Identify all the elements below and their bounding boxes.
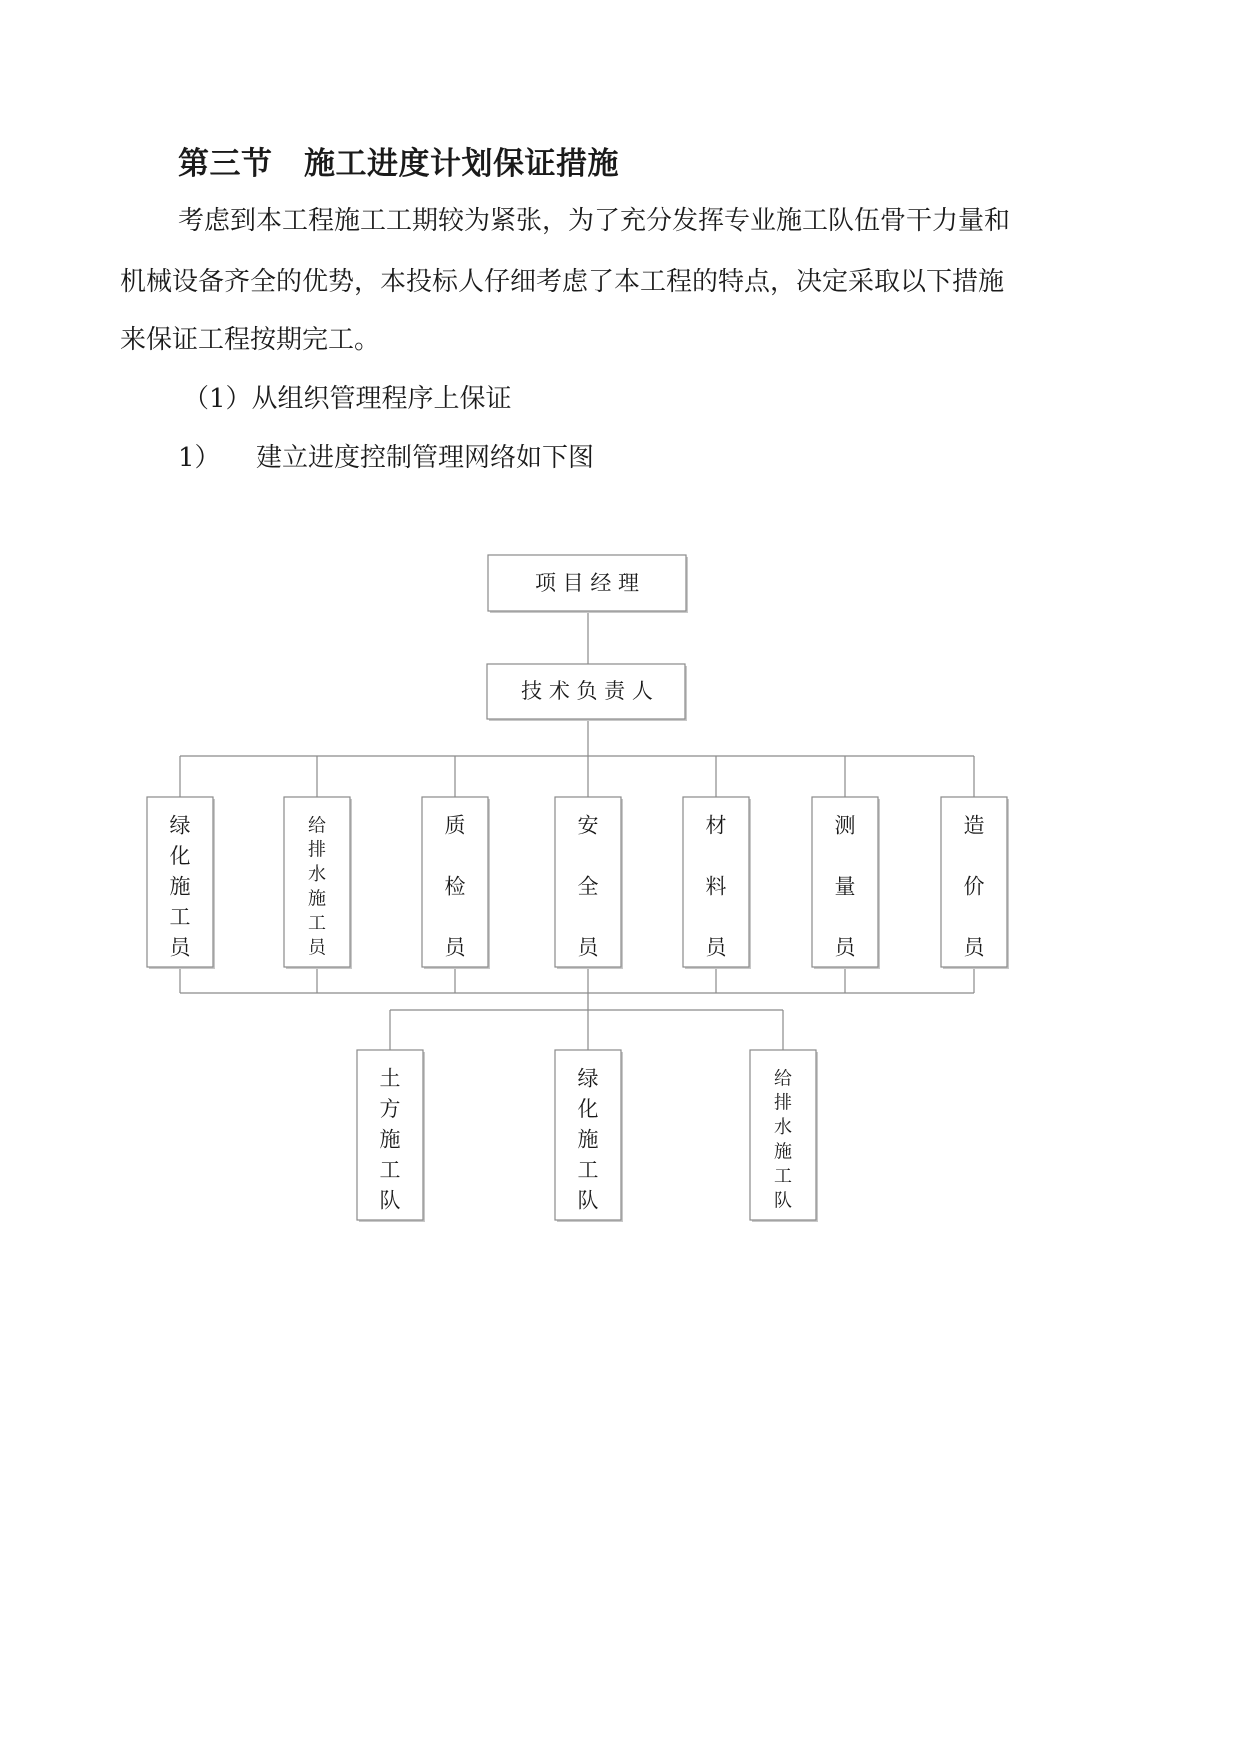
staff-box-4	[555, 797, 623, 969]
team-row	[357, 1050, 818, 1222]
team-box-3	[750, 1050, 818, 1222]
staff-box-5	[683, 797, 751, 969]
section-heading: 第三节 施工进度计划保证措施	[178, 146, 619, 182]
staff-box-1	[147, 797, 215, 969]
staff-box-3	[422, 797, 490, 969]
team-box-1-label: 土方施工队	[379, 1066, 401, 1213]
staff-box-6-label: 测量员	[834, 813, 856, 960]
technical-lead-label: 技 术 负 责 人	[521, 679, 653, 703]
subsection-heading: （1）从组织管理程序上保证	[183, 384, 512, 414]
staff-box-4-label: 安全员	[577, 813, 599, 960]
staff-box-2	[284, 797, 352, 969]
staff-box-5-label: 材料员	[705, 813, 727, 960]
team-box-1	[357, 1050, 425, 1222]
staff-box-6	[812, 797, 880, 969]
team-box-2-label: 绿化施工队	[577, 1066, 599, 1213]
staff-box-7-label: 造价员	[963, 813, 985, 960]
team-box-2	[555, 1050, 623, 1222]
paragraph-line-3: 来保证工程按期完工。	[120, 325, 381, 355]
staff-box-7	[941, 797, 1009, 969]
paragraph-line-1: 考虑到本工程施工工期较为紧张，为了充分发挥专业施工队伍骨干力量和	[178, 206, 1011, 236]
list-item-number: 1）	[178, 443, 221, 473]
list-item-text: 建立进度控制管理网络如下图	[256, 443, 595, 473]
staff-box-2-label: 给排水施工员	[308, 815, 326, 959]
team-box-3-label: 给排水施工队	[774, 1068, 792, 1212]
paragraph-line-2: 机械设备齐全的优势，本投标人仔细考虑了本工程的特点，决定采取以下措施	[120, 267, 1005, 297]
staff-box-1-label: 绿化施工员	[169, 813, 191, 960]
project-manager-label: 项 目 经 理	[534, 571, 640, 595]
staff-box-3-label: 质检员	[444, 813, 466, 960]
staff-row	[147, 797, 1009, 969]
